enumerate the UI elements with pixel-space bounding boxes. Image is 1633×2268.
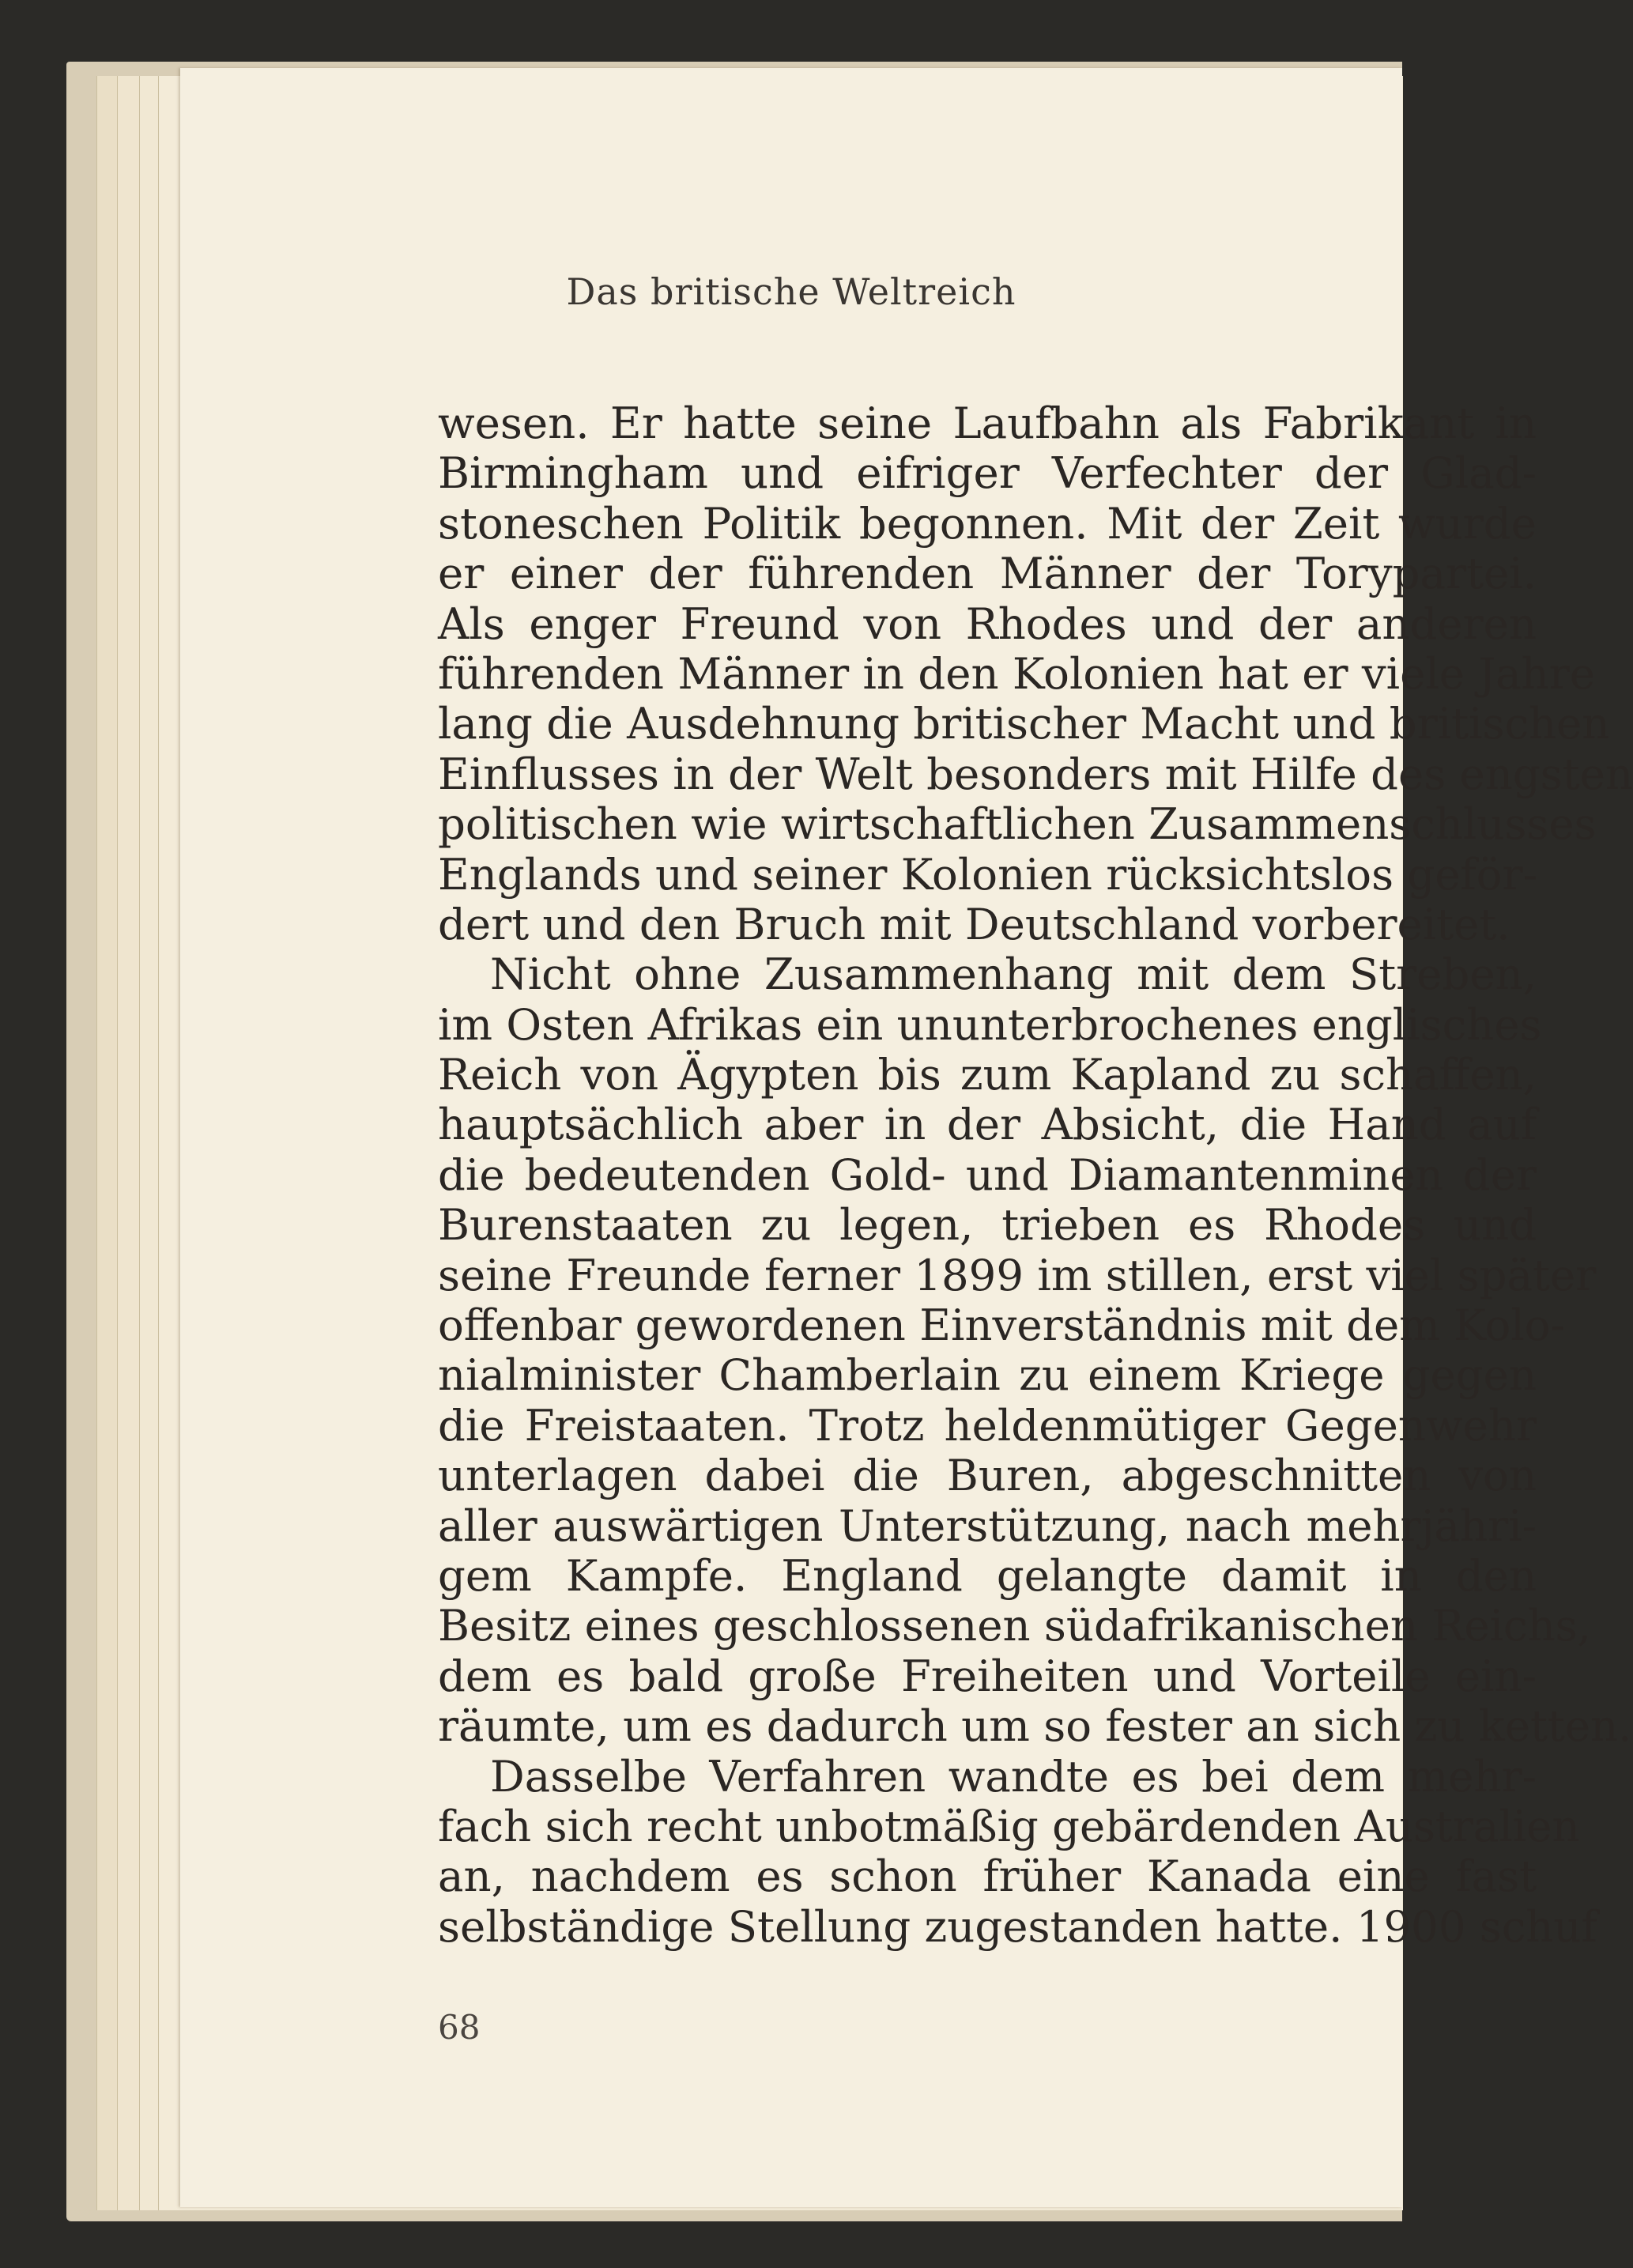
body-text xyxy=(438,398,1633,1952)
text-line: dem es bald große Freiheiten und Vorteile ein- xyxy=(438,1650,1537,1701)
text-line: im Osten Afrikas ein ununterbrochenes englisches xyxy=(438,998,1542,1050)
text-line: offenbar gewordenen Einverständnis mit dem Kolo- xyxy=(438,1300,1565,1351)
text-line: Einflusses in der Welt besonders mit Hilfe des engsten xyxy=(438,748,1633,799)
running-head: Das britische Weltreich xyxy=(566,270,1016,313)
text-line: Burenstaaten zu legen, trieben es Rhodes und xyxy=(438,1199,1537,1251)
text-line: aller auswärtigen Unterstützung, nach mehrjähri- xyxy=(438,1500,1537,1551)
text-line: gem Kampfe. England gelangte damit in den xyxy=(438,1549,1537,1601)
text-line: Reich von Ägypten bis zum Kapland zu schaffen, xyxy=(438,1049,1537,1100)
text-line: räumte, um es dadurch um so fester an sich zu ketten. xyxy=(438,1700,1632,1752)
text-line: lang die Ausdehnung britischer Macht und britischen xyxy=(438,698,1610,749)
text-line: Birmingham und eifriger Verfechter der Glad- xyxy=(438,447,1537,499)
text-line: nialminister Chamberlain zu einem Kriege gegen xyxy=(438,1349,1537,1401)
text-line: die Freistaaten. Trotz heldenmütiger Gegenwehr xyxy=(438,1399,1537,1451)
text-line: führenden Männer in den Kolonien hat er viele Jahre xyxy=(438,647,1596,699)
text-line: politischen wie wirtschaftlichen Zusammenschlusses xyxy=(438,798,1597,850)
text-line: seine Freunde ferner 1899 im stillen, erst viel später xyxy=(438,1249,1597,1300)
text-line: Englands und seiner Kolonien rücksichtslos geför- xyxy=(438,848,1538,900)
text-line: hauptsächlich aber in der Absicht, die Hand auf xyxy=(438,1099,1537,1150)
text-line: unterlagen dabei die Buren, abgeschnitten von xyxy=(438,1450,1537,1501)
text-line: an, nachdem es schon früher Kanada eine fast xyxy=(438,1851,1537,1902)
text-line: stoneschen Politik begonnen. Mit der Zeit wurde xyxy=(438,497,1537,549)
text-line: dert und den Bruch mit Deutschland vorbereitet. xyxy=(438,898,1510,949)
book-page xyxy=(180,68,1633,2207)
text-line: die bedeutenden Gold- und Diamantenminen der xyxy=(438,1149,1537,1200)
text-line: selbständige Stellung zugestanden hatte. 1900 schuf xyxy=(438,1900,1597,1952)
text-line: Nicht ohne Zusammenhang mit dem Streben, xyxy=(490,949,1537,1000)
text-line: wesen. Er hatte seine Laufbahn als Fabrikant in xyxy=(438,398,1537,448)
text-line: er einer der führenden Männer der Torypartei. xyxy=(438,548,1537,599)
page-number: 68 xyxy=(438,2008,481,2047)
text-line: Dasselbe Verfahren wandte es bei dem mehr- xyxy=(490,1750,1537,1802)
text-line: Als enger Freund von Rhodes und der anderen xyxy=(438,598,1537,649)
text-line: Besitz eines geschlossenen südafrikanischen Reichs, xyxy=(438,1600,1591,1651)
text-line: fach sich recht unbotmäßig gebärdenden Australien xyxy=(438,1800,1580,1851)
